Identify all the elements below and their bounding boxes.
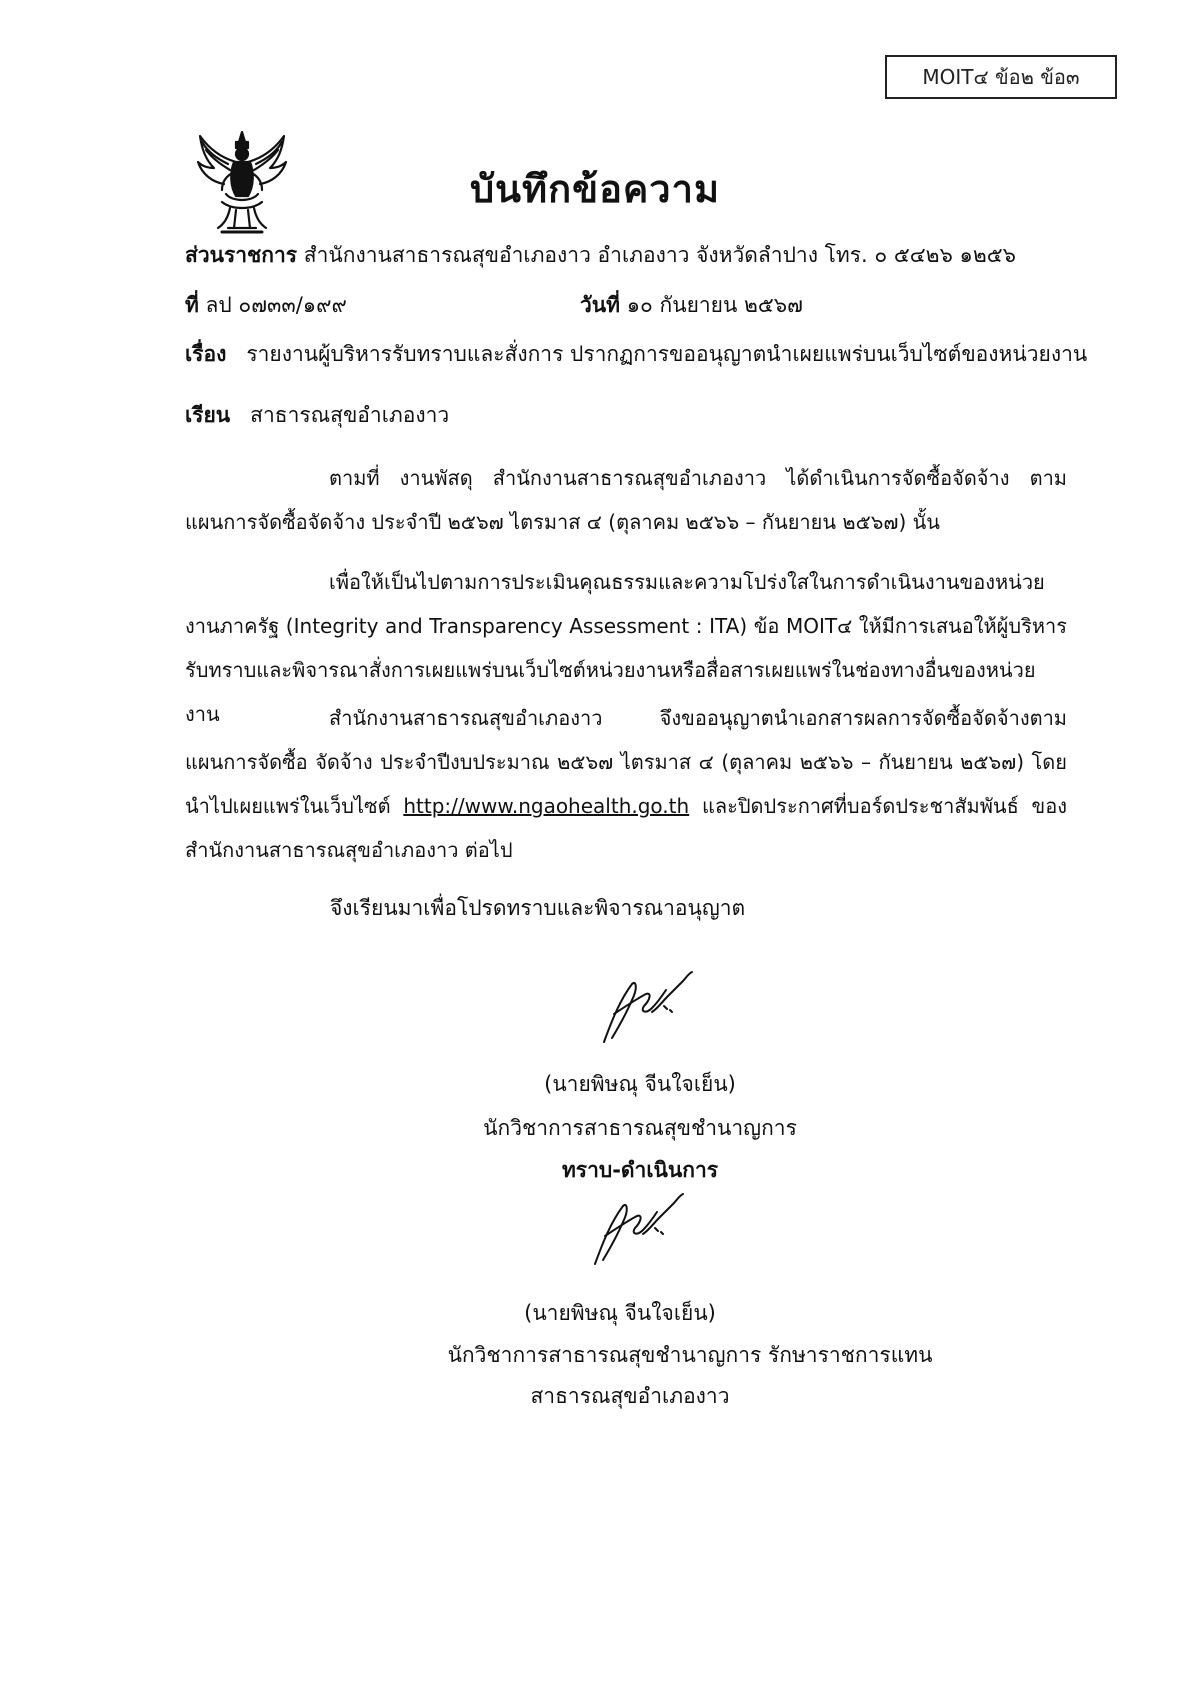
date-line [580, 290, 803, 320]
moit-reference-box: MOIT๔ ข้อ๒ ข้อ๓ [885, 55, 1117, 99]
reference-label: ที่ [185, 293, 199, 317]
signature-1 [592, 970, 702, 1050]
paragraph-3-text-start: สำนักงานสาธารณสุขอำเภองาว จึงขออนุญาตนำเอกสารผลการจัดซื้อจัดจ้างตามแผนการจัดซื้อ จัดจ้าง ประจำปีงบประมาณ ๒๕๖๗ ไตรมาส ๔ (ตุลาคม ๒๕๖๖ – กันยายน ๒๕๖๗) โดยนำไปเผยแพร่ในเว็บไซต์ [185, 706, 1067, 818]
body-paragraph-1: ตามที่ งานพัสดุ สำนักงานสาธารณสุขอำเภองาว ได้ดำเนินการจัดซื้อจัดจ้าง ตามแผนการจัดซื้อจัดจ้าง ประจำปี ๒๕๖๗ ไตรมาส ๔ (ตุลาคม ๒๕๖๖ – กันยายน ๒๕๖๗) นั้น [185, 466, 1067, 534]
signatory-2-name: (นายพิษณุ จีนใจเย็น) [524, 1301, 716, 1325]
signatory-2-position: นักวิชาการสาธารณสุขชำนาญการ รักษาราชการแทน [447, 1343, 933, 1367]
reference-number-line [185, 290, 347, 320]
department-value: สำนักงานสาธารณสุขอำเภองาว อำเภองาว จังหวัดลำปาง โทร. ๐ ๕๔๒๖ ๑๒๕๖ [303, 243, 1016, 267]
subject-label: เรื่อง [185, 342, 227, 366]
date-label: วันที่ [580, 293, 620, 317]
date-value: ๑๐ กันยายน ๒๕๖๗ [626, 293, 803, 317]
signature-2 [583, 1192, 693, 1272]
website-link[interactable]: http://www.ngaohealth.go.th [403, 794, 690, 818]
reference-value: ลป ๐๗๓๓/๑๙๙ [205, 293, 347, 317]
closing-line: จึงเรียนมาเพื่อโปรดทราบและพิจารณาอนุญาต [330, 896, 746, 920]
subject-value: รายงานผู้บริหารรับทราบและสั่งการ ปรากฏการขออนุญาตนำเผยแพร่บนเว็บไซต์ของหน่วยงาน [246, 342, 1088, 366]
signatory-2-position-line-2: สาธารณสุขอำเภองาว [530, 1384, 730, 1408]
signatory-1-name: (นายพิษณุ จีนใจเย็น) [544, 1072, 736, 1096]
recipient-value: สาธารณสุขอำเภองาว [250, 403, 450, 427]
subject-line [185, 339, 1087, 369]
paragraph-3-text-end: และปิดประกาศที่บอร์ดประชาสัมพันธ์ ของสำนักงานสาธารณสุขอำเภองาว ต่อไป [185, 794, 1067, 862]
department-label: ส่วนราชการ [185, 243, 298, 267]
body-paragraph-3 [185, 696, 1067, 872]
approval-note: ทราบ-ดำเนินการ [561, 1158, 719, 1182]
department-line [185, 240, 1016, 270]
recipient-label: เรียน [185, 403, 231, 427]
body-paragraph-2: เพื่อให้เป็นไปตามการประเมินคุณธรรมและความโปร่งใสในการดำเนินงานของหน่วยงานภาครัฐ (Integrity and Transparency Assessment : ITA) ข้อ MOIT๔ ให้มีการเสนอให้ผู้บริหารรับทราบและพิจารณาสั่งการเผยแพร่บนเว็บไซต์หน่วยงานหรือสื่อสารเผยแพร่ในช่องทางอื่นของหน่วยงาน [185, 570, 1067, 726]
signatory-1-position: นักวิชาการสาธารณสุขชำนาญการ [483, 1116, 797, 1140]
document-title: บันทึกข้อความ [469, 167, 721, 211]
recipient-line [185, 400, 449, 430]
